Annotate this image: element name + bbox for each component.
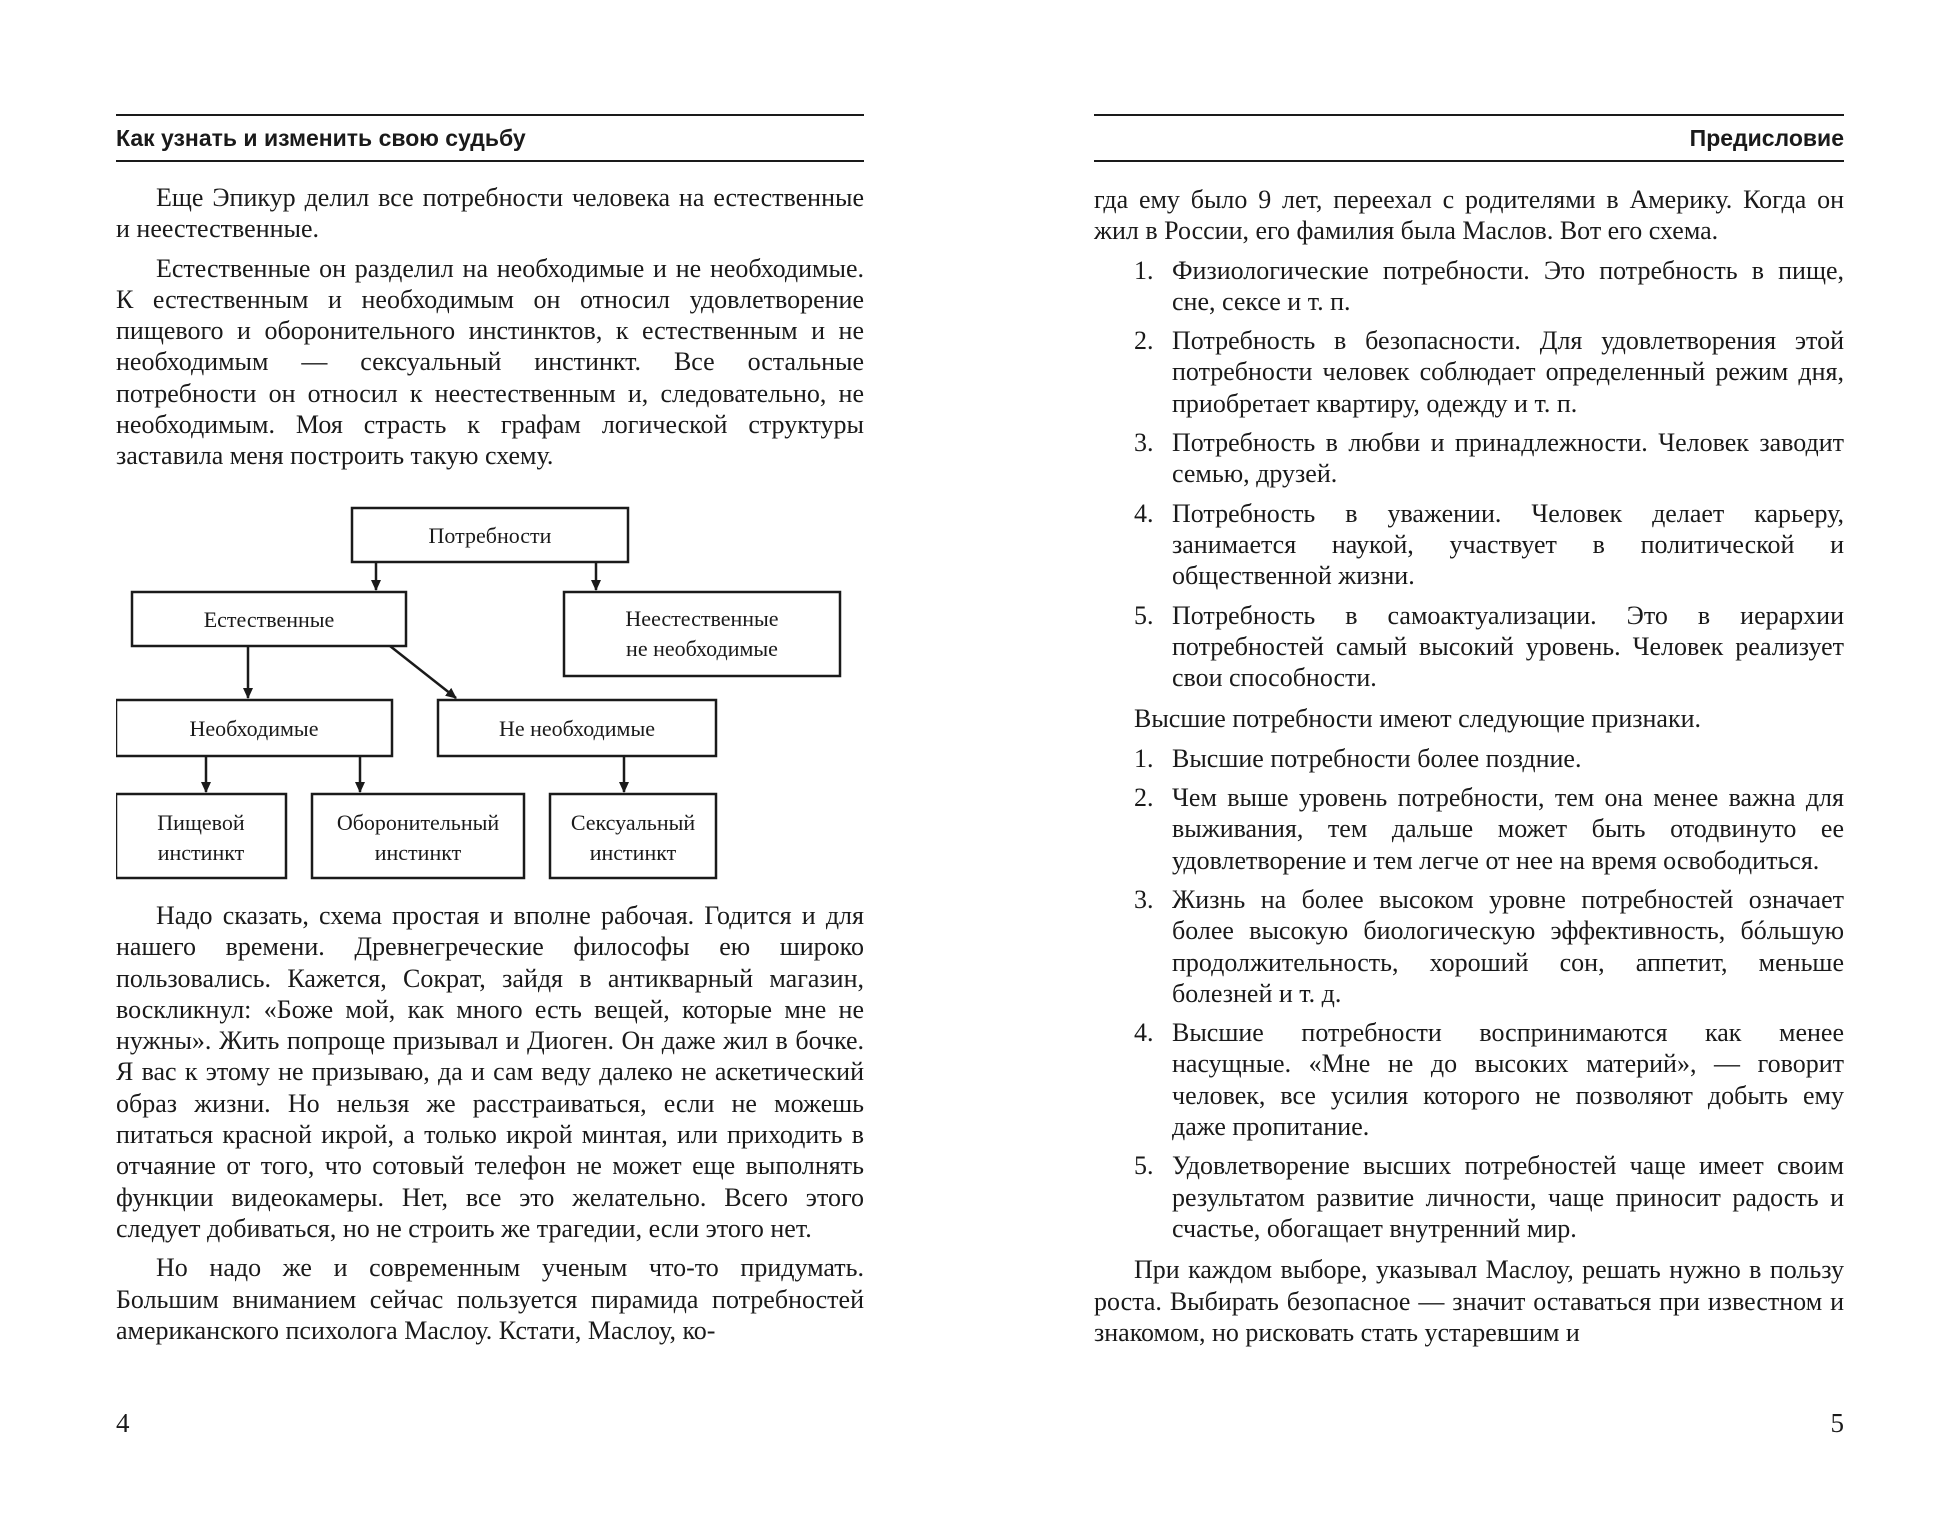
list-item-number: 5.: [1134, 600, 1154, 630]
label-unnatural: не необходимые: [626, 636, 778, 661]
needs-diagram: [116, 500, 864, 880]
label-unnatural: Неестественные: [625, 606, 779, 631]
label-defense-instinct: Оборонительный: [336, 810, 500, 835]
higher-needs-list: [1094, 743, 1844, 1244]
maslow-list: [1094, 255, 1844, 694]
list-item: [1094, 1150, 1844, 1244]
list-item-text: Удовлетворение высших потребностей чаще имеет своим результатом развитие личности, чаще приносит радость и счастье, обогащает внутренний мир.: [1172, 1151, 1844, 1243]
list-item-number: 1.: [1134, 255, 1154, 285]
label-natural: Естественные: [203, 607, 335, 632]
label-food-instinct: инстинкт: [157, 840, 245, 865]
page-number-right: 5: [1830, 1408, 1844, 1438]
paragraph: гда ему было 9 лет, переехал с родителями в Америку. Когда он жил в России, его фамилия была Маслов. Вот его схема.: [1094, 185, 1844, 246]
paragraph: Надо сказать, схема простая и вполне рабочая. Годится и для нашего времени. Древнегреческие философы ею широко пользовались. Кажется, Сократ, зайдя в антикварный магазин, воскликнул: «Боже мой, как много есть вещей, которые мне не нужны». Жить попроще призывал и Диоген. Он даже жил в бочке. Я вас к этому не призываю, да и сам веду далеко не аскетический образ жизни. Но нельзя же расстраиваться, если не можешь питаться красной икрой, а только икрой минтая, или приходить в отчаяние от того, что сотовый телефон не может еще выполнять функции видеокамеры. Нет, все это желательно. Всего этого следует добиваться, но не строить же трагедии, если этого нет.: [116, 901, 864, 1243]
list-item: [1094, 884, 1844, 1009]
label-defense-instinct: инстинкт: [374, 840, 462, 865]
list-item-text: Высшие потребности более поздние.: [1172, 743, 1582, 773]
left-page: [116, 0, 864, 1520]
list-item-text: Высшие потребности воспринимаются как менее насущные. «Мне не до высоких материй», — говорит человек, все усилия которого не позволяют добыть ему даже пропитание.: [1172, 1018, 1844, 1142]
label-not-necessary: Не необходимые: [498, 716, 656, 741]
paragraph: Высшие потребности имеют следующие признаки.: [1134, 704, 1702, 734]
list-item-text: Физиологические потребности. Это потребность в пище, сне, сексе и т. п.: [1172, 255, 1844, 316]
running-head-title: Предисловие: [1689, 124, 1844, 151]
label-sexual-instinct: инстинкт: [589, 840, 677, 865]
list-item: [1094, 427, 1844, 490]
list-item-number: 3.: [1134, 884, 1154, 914]
list-item-text: Жизнь на более высоком уровне потребностей означает более высокую биологическую эффективность, бóльшую продолжительность, хороший сон, аппетит, меньше болезней и т. д.: [1172, 884, 1844, 1008]
label-food-instinct: Пищевой: [157, 810, 245, 835]
list-item-number: 4.: [1134, 498, 1154, 528]
list-item-number: 3.: [1134, 428, 1154, 458]
list-item-text: Чем выше уровень потребности, тем она менее важна для выживания, тем дальше может быть отодвинуто ее удовлетворение и тем легче от нее на время освободиться.: [1172, 783, 1844, 875]
running-head-title: Как узнать и изменить свою судьбу: [116, 124, 526, 151]
label-needs: Потребности: [428, 523, 552, 548]
list-item-text: Потребность в безопасности. Для удовлетворения этой потребности человек соблюдает определенный режим дня, приобретает квартиру, одежду и т. п.: [1172, 326, 1844, 418]
running-head-left: [116, 114, 864, 162]
list-item-text: Потребность в любви и принадлежности. Человек заводит семью, друзей.: [1172, 428, 1844, 489]
box-sexual-instinct: [550, 794, 716, 878]
box-food-instinct: [116, 794, 286, 878]
box-defense-instinct: [312, 794, 524, 878]
paragraph: Еще Эпикур делил все потребности человека на естественные и неестественные.: [116, 183, 864, 244]
list-item: [1094, 1017, 1844, 1142]
list-item: [1094, 782, 1844, 876]
list-item-text: Потребность в уважении. Человек делает карьеру, занимается наукой, участвует в политической и общественной жизни.: [1172, 498, 1844, 591]
list-item-text: Потребность в самоактуализации. Это в иерархии потребностей самый высокий уровень. Человек реализует свои способности.: [1172, 600, 1844, 693]
left-text-bottom: [116, 900, 864, 1354]
label-sexual-instinct: Сексуальный: [570, 810, 696, 835]
right-page: [1094, 0, 1844, 1520]
list-item-number: 2.: [1134, 326, 1154, 356]
list-item: [1094, 600, 1844, 694]
box-unnatural: [564, 592, 840, 676]
arrow: [390, 646, 456, 698]
list-item: [1094, 498, 1844, 592]
left-text-top: [116, 182, 864, 480]
list-item-number: 4.: [1134, 1018, 1154, 1048]
paragraph: Естественные он разделил на необходимые и не необходимые. К естественным и необходимым он относил удовлетворение пищевого и оборонительного инстинктов, к естественным и не необходимым — сексуальный инстинкт. Все остальные потребности он относил к неестественным и, следовательно, не необходимым. Моя страсть к графам логической структуры заставила меня построить такую схему.: [116, 253, 864, 471]
list-item-number: 2.: [1134, 783, 1154, 813]
list-item-number: 5.: [1134, 1151, 1154, 1181]
paragraph: При каждом выборе, указывал Маслоу, решать нужно в пользу роста. Выбирать безопасное — значит оставаться при известном и знакомом, но рисковать стать устаревшим и: [1094, 1255, 1844, 1347]
label-necessary: Необходимые: [189, 716, 319, 741]
list-item: [1094, 743, 1844, 774]
right-text: [1094, 184, 1844, 1356]
running-head-right: [1094, 114, 1844, 162]
paragraph: Но надо же и современным ученым что-то придумать. Большим вниманием сейчас пользуется пирамида потребностей американского психолога Маслоу. Кстати, Маслоу, ко-: [116, 1253, 864, 1345]
list-item-number: 1.: [1134, 743, 1154, 773]
list-item: [1094, 325, 1844, 419]
needs-diagram-svg: [116, 500, 864, 880]
list-item: [1094, 255, 1844, 318]
page-number-left: 4: [116, 1408, 130, 1438]
